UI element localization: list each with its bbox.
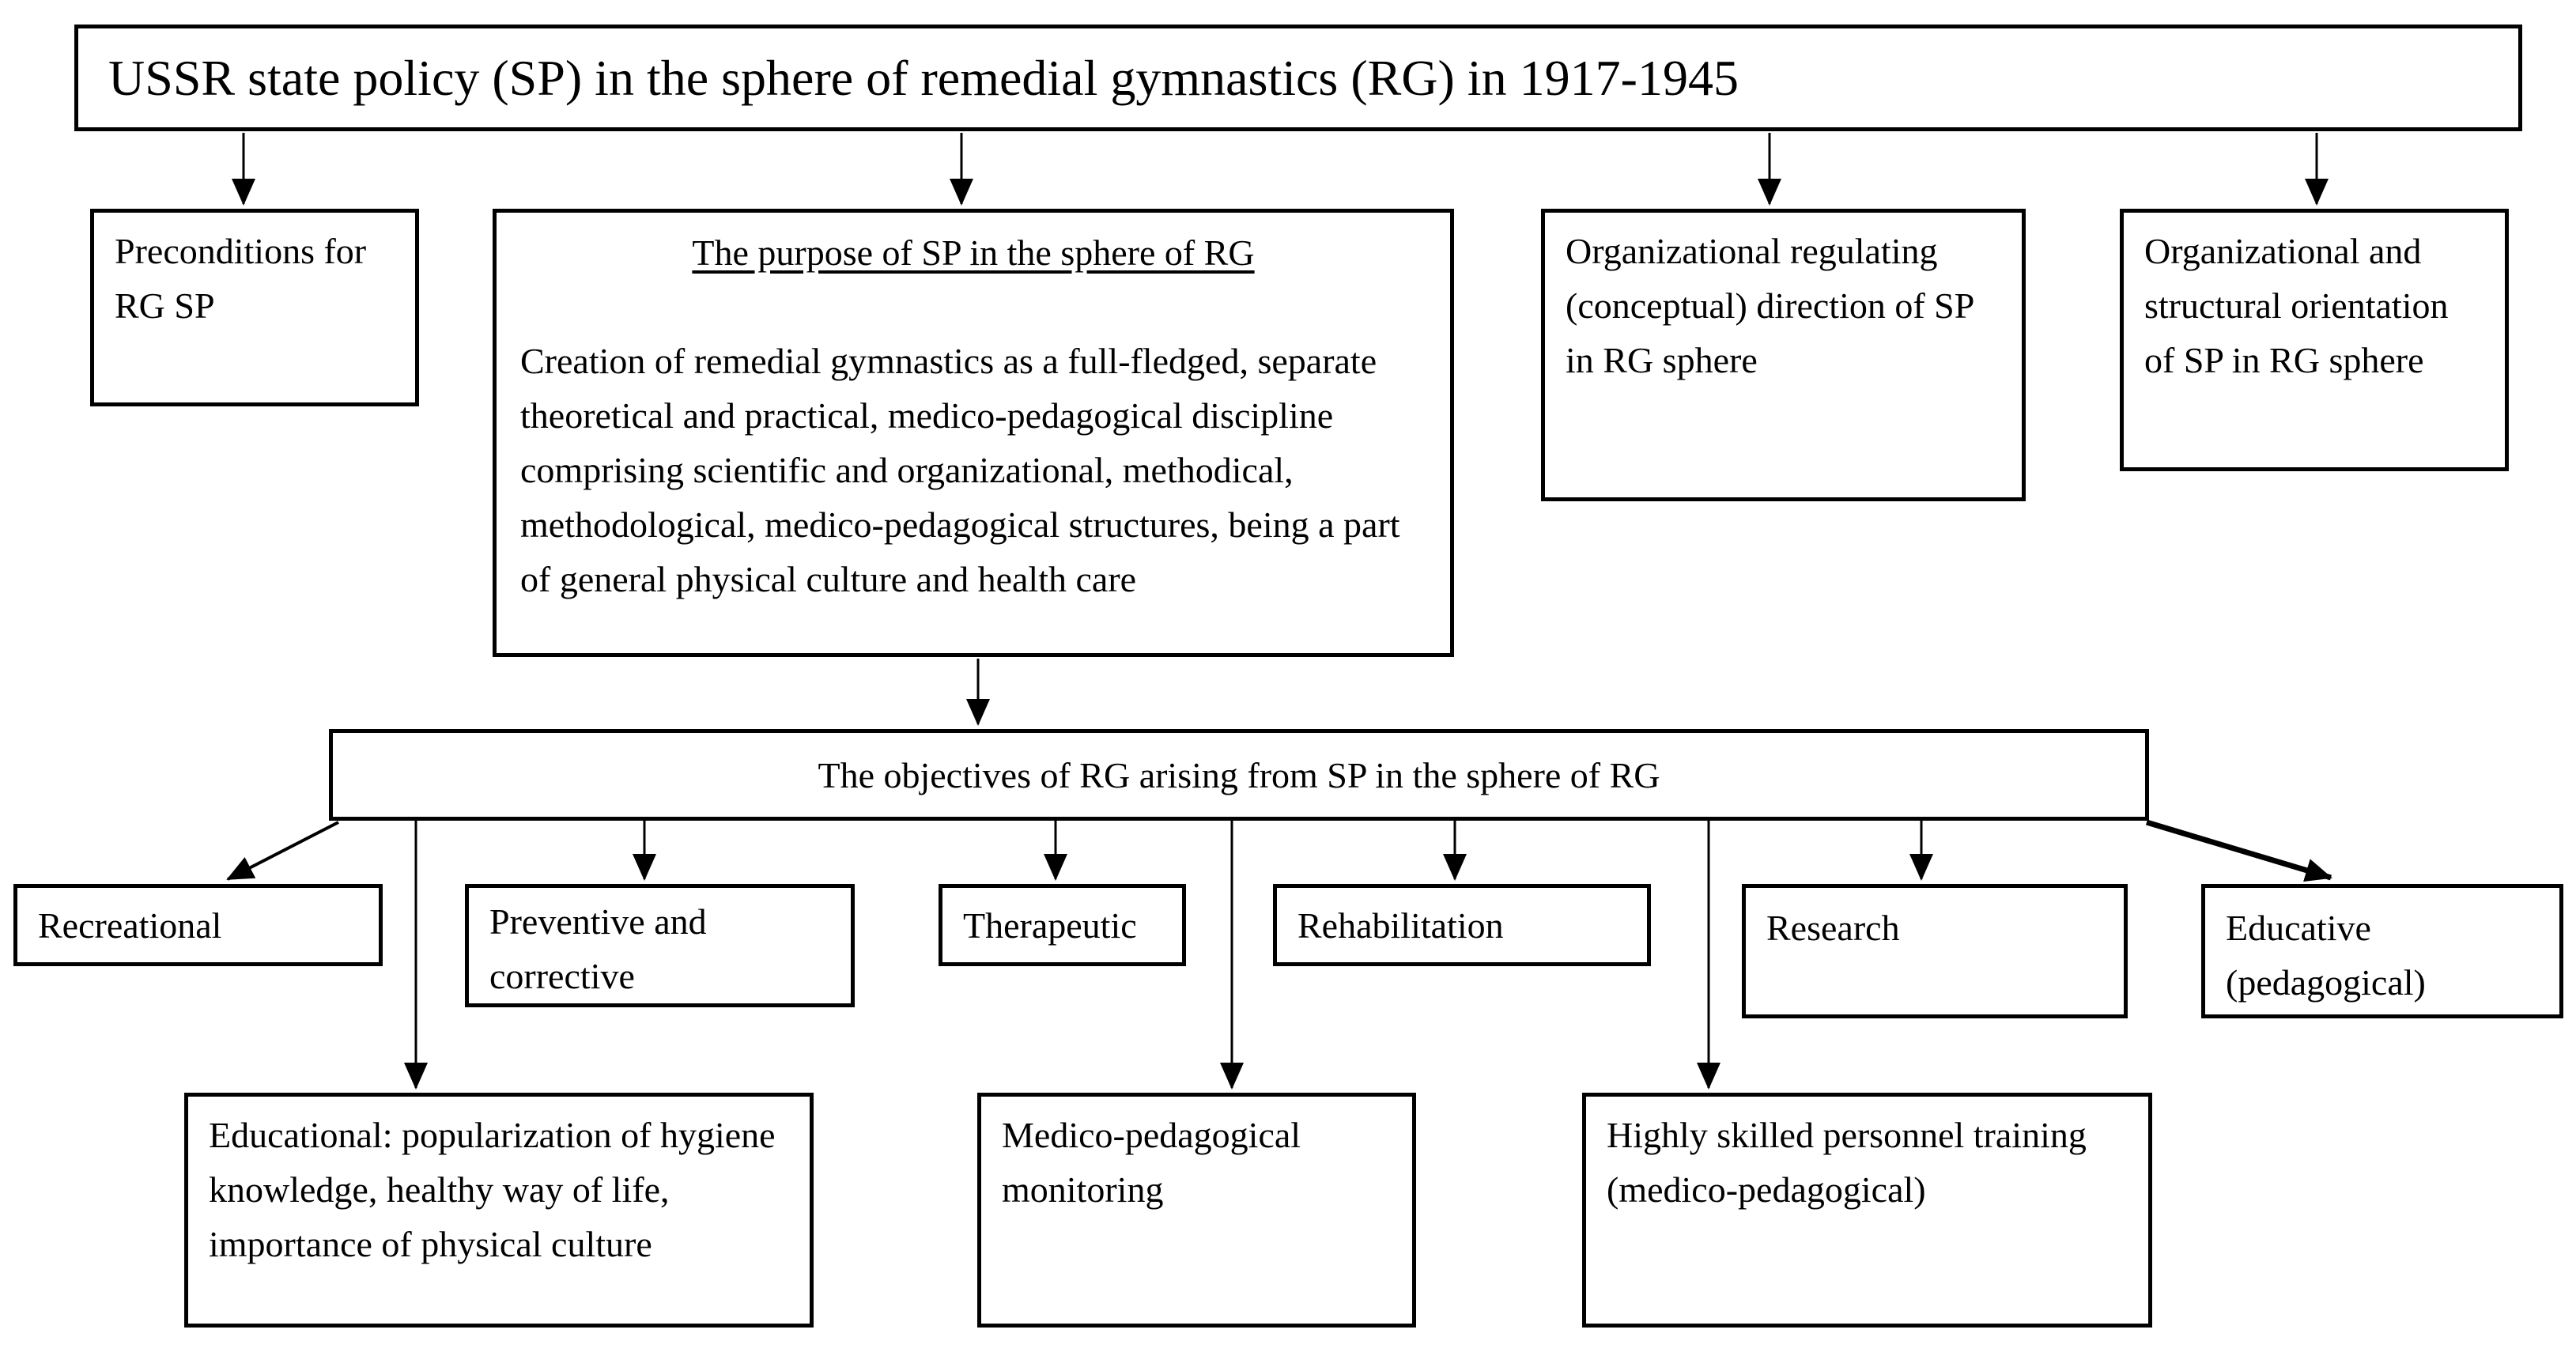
diagram-title-box (74, 25, 2522, 131)
org-regulating-box (1541, 209, 2026, 501)
objective-preventive-label: Preventive and corrective (489, 901, 707, 996)
org-structural-label: Organizational and structural orientation of SP in RG sphere (2144, 231, 2449, 380)
objective-rehabilitation-label: Rehabilitation (1297, 905, 1504, 946)
sub-objective-educational-box (184, 1093, 814, 1328)
purpose-heading: The purpose of SP in the sphere of RG (692, 232, 1255, 273)
objective-recreational-box (13, 884, 383, 966)
objective-educative-box (2201, 884, 2563, 1018)
preconditions-box (90, 209, 419, 406)
objective-research-label: Research (1766, 908, 1900, 948)
objective-rehabilitation-box (1273, 884, 1651, 966)
purpose-body-text: Creation of remedial gymnastics as a full-fledged, separate theoretical and practical, medico-pedagogical discipline comprising scientific and organizational, methodical, methodological, medico-pedagogical structures, being a part of general physical culture and health care (520, 341, 1400, 599)
preconditions-label: Preconditions for RG SP (115, 231, 367, 326)
objective-therapeutic-box (939, 884, 1186, 966)
org-structural-box (2120, 209, 2509, 471)
objective-recreational-label: Recreational (38, 905, 222, 946)
sub-objective-personnel-box (1582, 1093, 2152, 1328)
sub-objective-monitoring-label: Medico-pedagogical monitoring (1002, 1115, 1301, 1210)
arrow-bar-to-educative (2147, 822, 2331, 878)
arrow-bar-to-recreational (228, 822, 338, 879)
objectives-bar-label: The objectives of RG arising from SP in the sphere of RG (818, 754, 1660, 795)
objective-therapeutic-label: Therapeutic (963, 905, 1137, 946)
org-regulating-label: Organizational regulating (conceptual) direction of SP in RG sphere (1566, 231, 1974, 380)
sub-objective-personnel-label: Highly skilled personnel training (medico-pedagogical) (1607, 1115, 2087, 1210)
diagram-title: USSR state policy (SP) in the sphere of remedial gymnastics (RG) in 1917-1945 (108, 49, 1739, 106)
objective-educative-label: Educative (pedagogical) (2226, 908, 2426, 1003)
objective-research-box (1742, 884, 2128, 1018)
objective-preventive-box (465, 884, 855, 1007)
purpose-box (493, 209, 1454, 657)
sub-objective-educational-label: Educational: popularization of hygiene knowledge, healthy way of life, importance of physical culture (209, 1115, 776, 1264)
objectives-bar (329, 729, 2149, 821)
sub-objective-monitoring-box (977, 1093, 1416, 1328)
